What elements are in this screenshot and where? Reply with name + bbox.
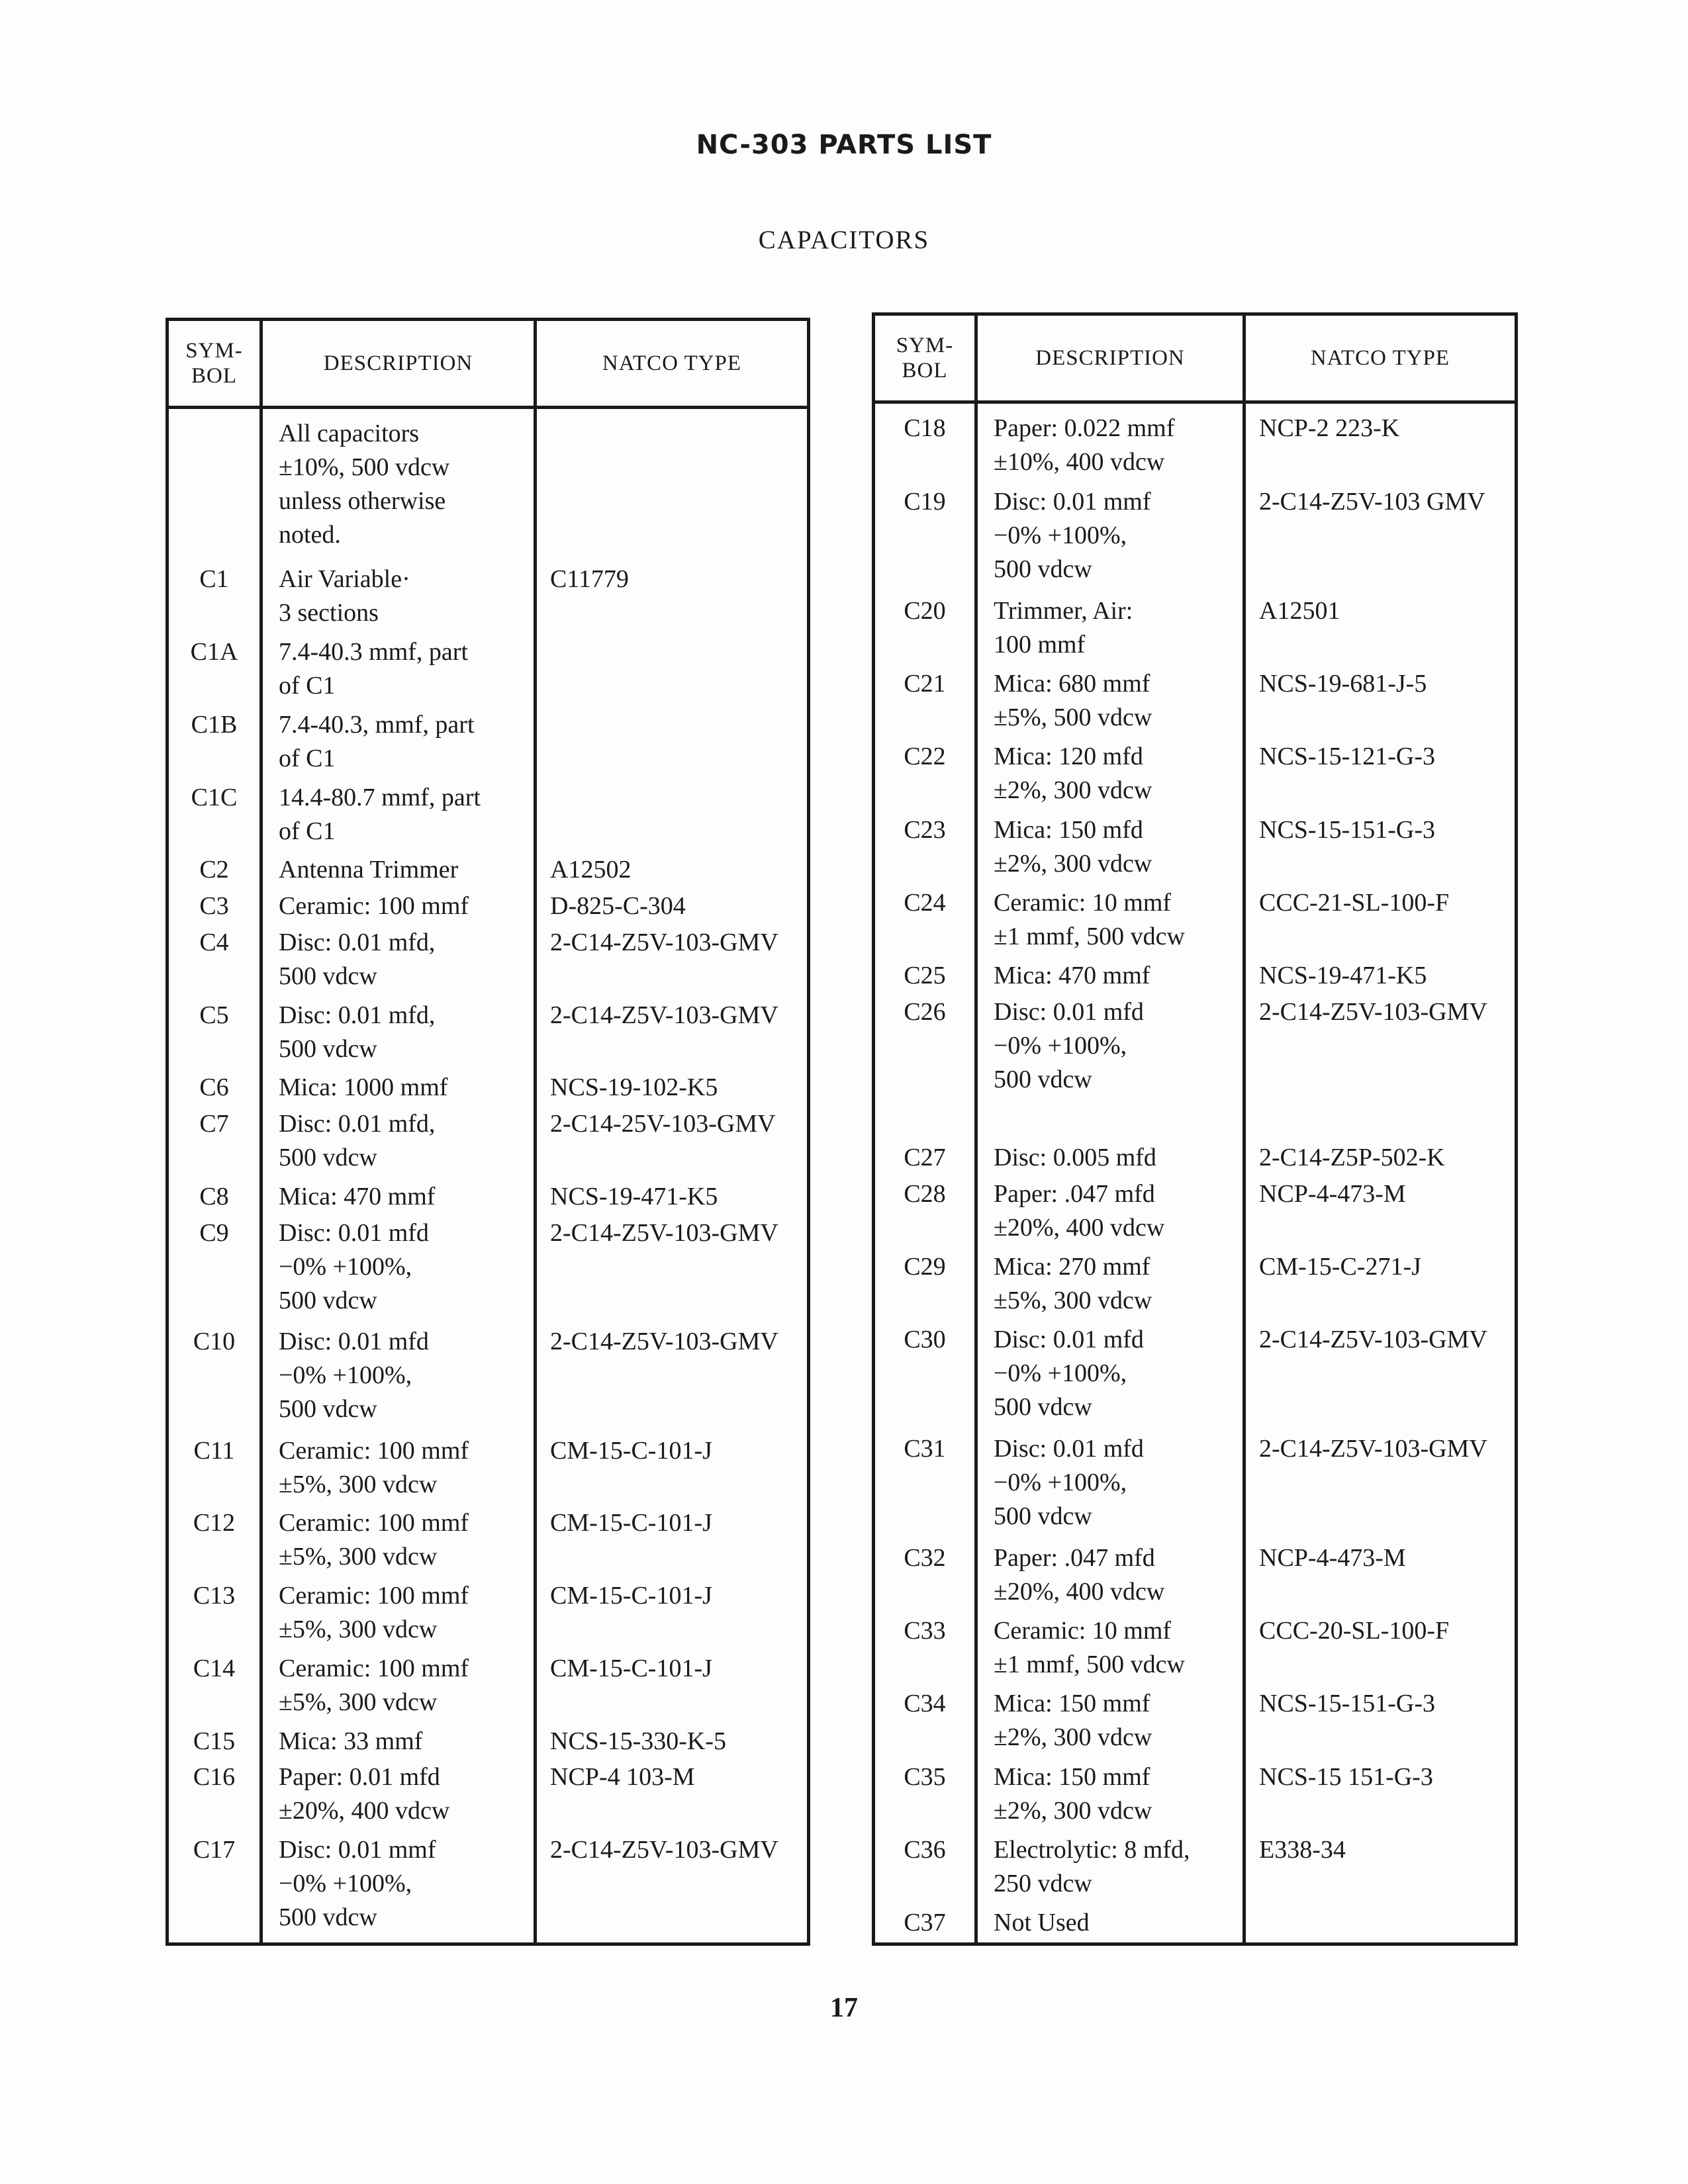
cell-description: Disc: 0.01 mfd −0% +100%, 500 vdcw [261, 1216, 536, 1326]
cell-symbol: C30 [874, 1323, 976, 1432]
table-row [874, 1906, 1517, 1942]
cell-description: Paper: .047 mfd ±20%, 400 vdcw [976, 1177, 1244, 1250]
table-row [874, 813, 1517, 886]
cell-symbol: C11 [167, 1434, 261, 1507]
cell-natco-type: A12501 [1244, 594, 1517, 667]
cell-natco-type: NCS-19-681-J-5 [1244, 667, 1517, 740]
cell-natco-type: CM-15-C-271-J [1244, 1250, 1517, 1323]
table-filler-row [874, 1942, 1517, 1944]
cell-natco-type: 2-C14-Z5V-103-GMV [536, 926, 809, 999]
cell-symbol: C17 [167, 1833, 261, 1942]
table-row [874, 1833, 1517, 1906]
table-row [167, 1760, 809, 1833]
cell-natco-type [536, 408, 809, 563]
cell-natco-type: NCS-15 151-G-3 [1244, 1760, 1517, 1833]
cell-description: Ceramic: 100 mmf [261, 889, 536, 926]
table-row [874, 1687, 1517, 1760]
cell-symbol: C1 [167, 563, 261, 635]
cell-description: Disc: 0.01 mfd −0% +100%, 500 vdcw [261, 1325, 536, 1434]
cell-description: Mica: 150 mmf ±2%, 300 vdcw [976, 1760, 1244, 1833]
table-header-row [874, 314, 1517, 402]
cell-symbol: C31 [874, 1432, 976, 1541]
cell-description: Not Used [976, 1906, 1244, 1942]
cell-description: Disc: 0.01 mfd −0% +100%, 500 vdcw [976, 1432, 1244, 1541]
cell-symbol: C13 [167, 1579, 261, 1652]
empty-cell [536, 1942, 809, 1944]
cell-symbol: C25 [874, 959, 976, 995]
table-row [874, 1614, 1517, 1687]
table-row [167, 999, 809, 1071]
cell-natco-type: CM-15-C-101-J [536, 1434, 809, 1507]
cell-symbol: C37 [874, 1906, 976, 1942]
cell-symbol: C32 [874, 1541, 976, 1614]
column-header-natco-type: NATCO TYPE [536, 320, 809, 408]
cell-symbol: C33 [874, 1614, 976, 1687]
empty-cell [874, 1942, 976, 1944]
cell-natco-type: NCP-4-473-M [1244, 1541, 1517, 1614]
cell-natco-type: 2-C14-Z5V-103-GMV [536, 1833, 809, 1942]
empty-cell [167, 1942, 261, 1944]
column-header-symbol: SYM- BOL [167, 320, 261, 408]
table-row [167, 781, 809, 854]
cell-symbol: C2 [167, 853, 261, 889]
cell-natco-type [536, 781, 809, 854]
cell-natco-type: 2-C14-Z5V-103-GMV [536, 1216, 809, 1326]
cell-natco-type: 2-C14-Z5V-103-GMV [1244, 995, 1517, 1141]
cell-description: Ceramic: 100 mmf ±5%, 300 vdcw [261, 1652, 536, 1725]
table-row [167, 853, 809, 889]
cell-natco-type: 2-C14-Z5V-103-GMV [536, 1325, 809, 1434]
cell-natco-type: NCS-19-471-K5 [536, 1180, 809, 1216]
cell-description: Air Variable· 3 sections [261, 563, 536, 635]
table-row [874, 959, 1517, 995]
table-row [167, 1725, 809, 1761]
table-row [167, 1180, 809, 1216]
cell-symbol: C8 [167, 1180, 261, 1216]
cell-natco-type: E338-34 [1244, 1833, 1517, 1906]
cell-description: Ceramic: 100 mmf ±5%, 300 vdcw [261, 1434, 536, 1507]
table-body [167, 408, 809, 1944]
cell-description: Paper: .047 mfd ±20%, 400 vdcw [976, 1541, 1244, 1614]
cell-description: Ceramic: 10 mmf ±1 mmf, 500 vdcw [976, 886, 1244, 959]
cell-symbol: C1C [167, 781, 261, 854]
cell-description: 7.4-40.3 mmf, part of C1 [261, 635, 536, 708]
cell-natco-type: NCS-15-151-G-3 [1244, 1687, 1517, 1760]
cell-symbol: C24 [874, 886, 976, 959]
table-row [167, 1107, 809, 1180]
cell-description: Disc: 0.01 mfd −0% +100%, 500 vdcw [976, 995, 1244, 1141]
cell-symbol: C4 [167, 926, 261, 999]
cell-description: 7.4-40.3, mmf, part of C1 [261, 708, 536, 781]
cell-description: Disc: 0.01 mfd −0% +100%, 500 vdcw [976, 1323, 1244, 1432]
cell-natco-type: CM-15-C-101-J [536, 1579, 809, 1652]
cell-natco-type: 2-C14-25V-103-GMV [536, 1107, 809, 1180]
cell-symbol: C34 [874, 1687, 976, 1760]
cell-description: Mica: 33 mmf [261, 1725, 536, 1761]
cell-symbol: C12 [167, 1506, 261, 1579]
cell-description: Paper: 0.01 mfd ±20%, 400 vdcw [261, 1760, 536, 1833]
cell-description: Ceramic: 100 mmf ±5%, 300 vdcw [261, 1506, 536, 1579]
cell-natco-type: 2-C14-Z5V-103-GMV [536, 999, 809, 1071]
table-row [874, 1177, 1517, 1250]
table-row [874, 1141, 1517, 1177]
cell-symbol: C10 [167, 1325, 261, 1434]
cell-description: All capacitors ±10%, 500 vdcw unless otherwise noted. [261, 408, 536, 563]
cell-natco-type: NCS-15-121-G-3 [1244, 740, 1517, 813]
cell-symbol: C1A [167, 635, 261, 708]
cell-symbol: C28 [874, 1177, 976, 1250]
cell-symbol: C36 [874, 1833, 976, 1906]
cell-natco-type: NCS-19-471-K5 [1244, 959, 1517, 995]
cell-symbol: C15 [167, 1725, 261, 1761]
cell-natco-type: CM-15-C-101-J [536, 1506, 809, 1579]
empty-cell [261, 1942, 536, 1944]
cell-description: Mica: 1000 mmf [261, 1071, 536, 1107]
column-header-symbol: SYM- BOL [874, 314, 976, 402]
cell-symbol: C1B [167, 708, 261, 781]
cell-description: Mica: 470 mmf [261, 1180, 536, 1216]
cell-symbol: C14 [167, 1652, 261, 1725]
cell-description: Mica: 270 mmf ±5%, 300 vdcw [976, 1250, 1244, 1323]
cell-natco-type [536, 708, 809, 781]
cell-natco-type: NCP-2 223-K [1244, 402, 1517, 486]
table-row [874, 485, 1517, 594]
cell-natco-type: NCP-4 103-M [536, 1760, 809, 1833]
cell-natco-type: NCS-15-330-K-5 [536, 1725, 809, 1761]
cell-natco-type: CM-15-C-101-J [536, 1652, 809, 1725]
table-row [874, 740, 1517, 813]
cell-description: Disc: 0.01 mfd, 500 vdcw [261, 999, 536, 1071]
cell-symbol: C19 [874, 485, 976, 594]
parts-table-left [165, 318, 810, 1946]
cell-symbol: C23 [874, 813, 976, 886]
table-header-row [167, 320, 809, 408]
page-number: 17 [830, 1993, 858, 2023]
cell-natco-type [536, 635, 809, 708]
table-row [167, 889, 809, 926]
cell-natco-type: D-825-C-304 [536, 889, 809, 926]
cell-description: Trimmer, Air: 100 mmf [976, 594, 1244, 667]
table-row [874, 995, 1517, 1141]
table-row [874, 886, 1517, 959]
table-row [167, 1579, 809, 1652]
cell-natco-type: CCC-20-SL-100-F [1244, 1614, 1517, 1687]
cell-natco-type: 2-C14-Z5V-103-GMV [1244, 1432, 1517, 1541]
table-row [167, 1434, 809, 1507]
table-row [874, 1250, 1517, 1323]
table-row [167, 635, 809, 708]
cell-description: Disc: 0.01 mmf −0% +100%, 500 vdcw [976, 485, 1244, 594]
cell-symbol: C5 [167, 999, 261, 1071]
cell-symbol: C22 [874, 740, 976, 813]
cell-natco-type: 2-C14-Z5V-103 GMV [1244, 485, 1517, 594]
cell-natco-type: 2-C14-Z5V-103-GMV [1244, 1323, 1517, 1432]
cell-description: Mica: 470 mmf [976, 959, 1244, 995]
table-row [874, 402, 1517, 486]
cell-symbol: C6 [167, 1071, 261, 1107]
table-row [167, 1325, 809, 1434]
cell-symbol [167, 408, 261, 563]
table-row [167, 708, 809, 781]
cell-symbol: C21 [874, 667, 976, 740]
table-row [167, 1833, 809, 1942]
cell-natco-type: A12502 [536, 853, 809, 889]
cell-symbol: C27 [874, 1141, 976, 1177]
cell-description: Disc: 0.01 mfd, 500 vdcw [261, 926, 536, 999]
table-row [167, 408, 809, 563]
cell-description: Paper: 0.022 mmf ±10%, 400 vdcw [976, 402, 1244, 486]
cell-description: Mica: 150 mfd ±2%, 300 vdcw [976, 813, 1244, 886]
cell-description: Antenna Trimmer [261, 853, 536, 889]
cell-natco-type: 2-C14-Z5P-502-K [1244, 1141, 1517, 1177]
section-title: CAPACITORS [758, 226, 930, 254]
table-row [874, 1432, 1517, 1541]
cell-symbol: C35 [874, 1760, 976, 1833]
cell-symbol: C26 [874, 995, 976, 1141]
cell-natco-type [1244, 1906, 1517, 1942]
table-row [874, 594, 1517, 667]
table-row [874, 667, 1517, 740]
empty-cell [976, 1942, 1244, 1944]
table-row [167, 1652, 809, 1725]
cell-description: Disc: 0.01 mmf −0% +100%, 500 vdcw [261, 1833, 536, 1942]
table-row [167, 926, 809, 999]
column-header-description: DESCRIPTION [976, 314, 1244, 402]
table-row [874, 1323, 1517, 1432]
cell-description: Mica: 680 mmf ±5%, 500 vdcw [976, 667, 1244, 740]
cell-natco-type: NCS-19-102-K5 [536, 1071, 809, 1107]
table-row [167, 563, 809, 635]
table-row [874, 1760, 1517, 1833]
cell-description: 14.4-80.7 mmf, part of C1 [261, 781, 536, 854]
cell-description: Disc: 0.005 mfd [976, 1141, 1244, 1177]
cell-description: Electrolytic: 8 mfd, 250 vdcw [976, 1833, 1244, 1906]
cell-symbol: C18 [874, 402, 976, 486]
cell-description: Ceramic: 100 mmf ±5%, 300 vdcw [261, 1579, 536, 1652]
cell-symbol: C7 [167, 1107, 261, 1180]
cell-symbol: C16 [167, 1760, 261, 1833]
table-filler-row [167, 1942, 809, 1944]
cell-symbol: C20 [874, 594, 976, 667]
page-title: NC-303 PARTS LIST [696, 130, 992, 160]
cell-natco-type: NCP-4-473-M [1244, 1177, 1517, 1250]
table-body [874, 402, 1517, 1944]
cell-natco-type: CCC-21-SL-100-F [1244, 886, 1517, 959]
cell-symbol: C3 [167, 889, 261, 926]
column-header-natco-type: NATCO TYPE [1244, 314, 1517, 402]
cell-symbol: C9 [167, 1216, 261, 1326]
column-header-description: DESCRIPTION [261, 320, 536, 408]
cell-description: Disc: 0.01 mfd, 500 vdcw [261, 1107, 536, 1180]
cell-natco-type: C11779 [536, 563, 809, 635]
cell-description: Mica: 150 mmf ±2%, 300 vdcw [976, 1687, 1244, 1760]
empty-cell [1244, 1942, 1517, 1944]
cell-description: Mica: 120 mfd ±2%, 300 vdcw [976, 740, 1244, 813]
cell-description: Ceramic: 10 mmf ±1 mmf, 500 vdcw [976, 1614, 1244, 1687]
cell-natco-type: NCS-15-151-G-3 [1244, 813, 1517, 886]
cell-symbol: C29 [874, 1250, 976, 1323]
table-row [167, 1071, 809, 1107]
table-row [167, 1506, 809, 1579]
table-row [874, 1541, 1517, 1614]
table-row [167, 1216, 809, 1326]
parts-table-right [872, 312, 1518, 1946]
